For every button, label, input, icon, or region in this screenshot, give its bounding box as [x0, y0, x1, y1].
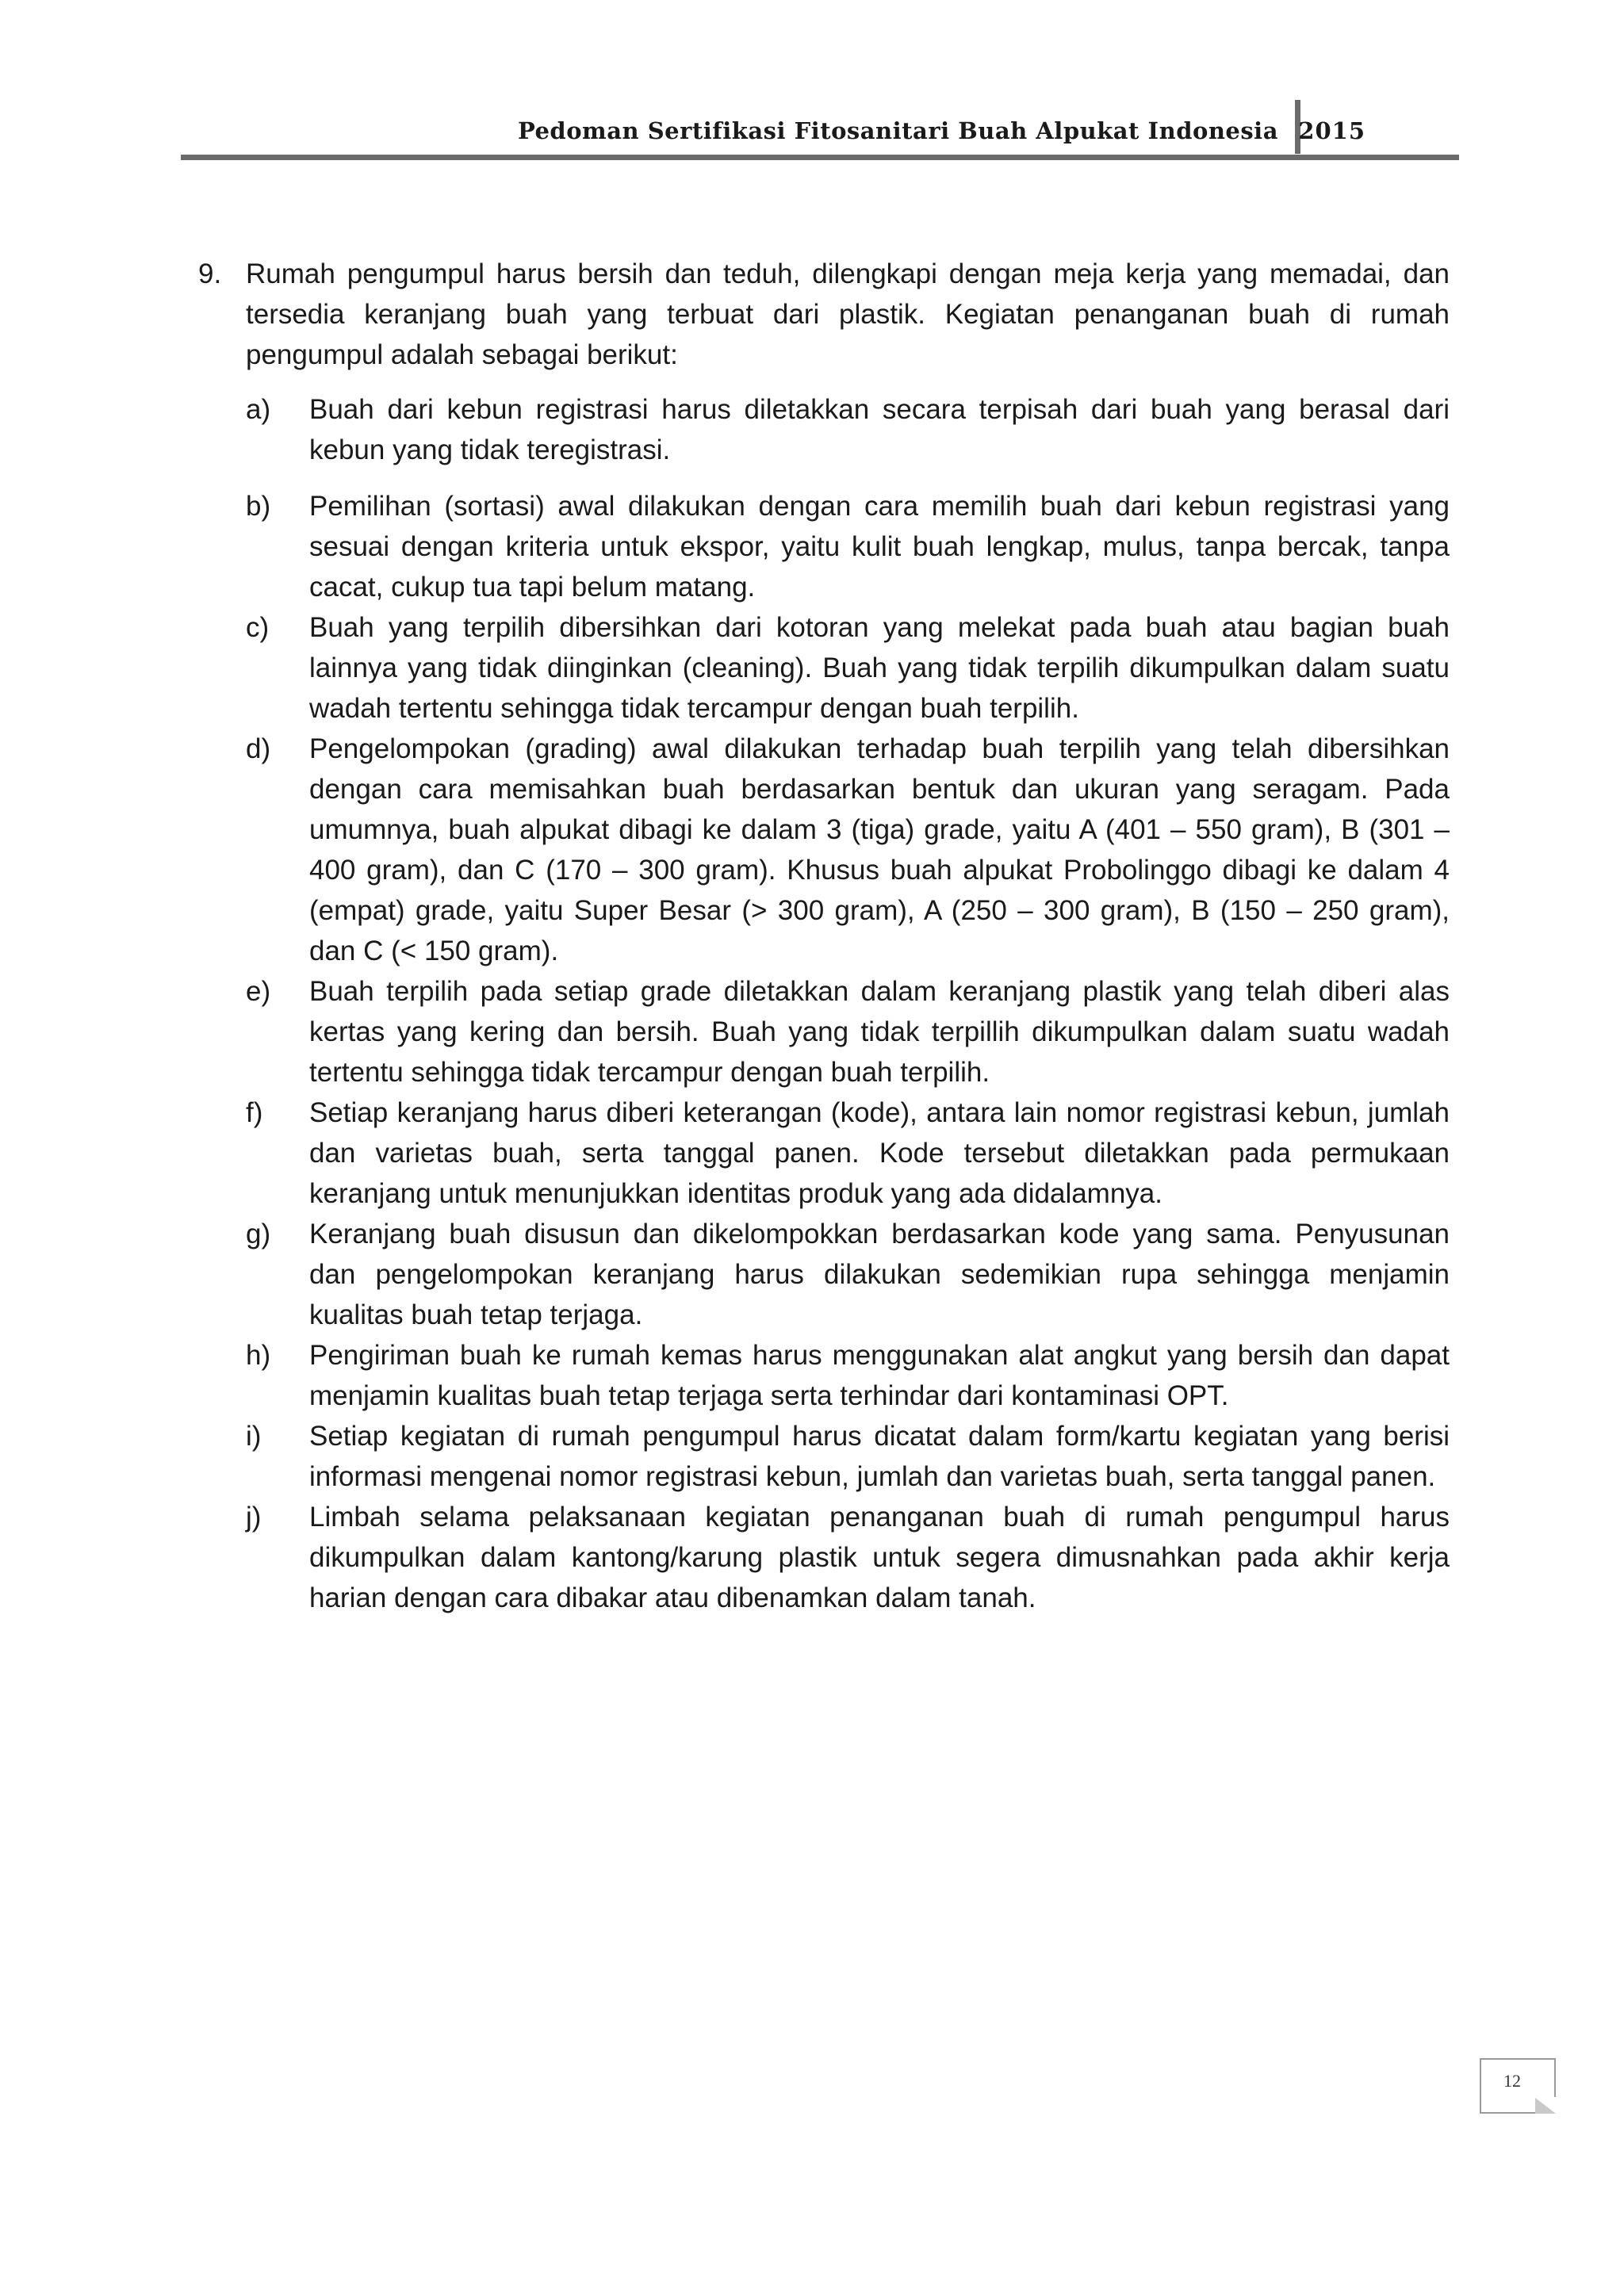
- sub-item-i: [198, 1416, 1450, 1497]
- sub-item-marker: h): [246, 1340, 271, 1371]
- page-header: [181, 94, 1459, 160]
- list-item-9: [198, 254, 1450, 375]
- sub-item-marker: b): [246, 491, 271, 522]
- sub-item-j: [198, 1497, 1450, 1618]
- page-number-box: [1480, 2058, 1556, 2114]
- sub-item-d: [198, 729, 1450, 971]
- sub-item-g: [198, 1214, 1450, 1335]
- sub-item-marker: j): [246, 1502, 262, 1533]
- sub-item-text: Setiap kegiatan di rumah pengumpul harus dicatat dalam form/kartu kegiatan yang berisi informasi mengenai nomor registrasi kebun, jumlah dan varietas buah, serta tanggal panen.: [309, 1421, 1450, 1492]
- sub-item-marker: f): [246, 1097, 263, 1128]
- page-number: 12: [1503, 2071, 1521, 2091]
- list-number: 9.: [198, 258, 222, 289]
- sub-list: [198, 389, 1450, 1618]
- sub-item-text: Pemilihan (sortasi) awal dilakukan dengan cara memilih buah dari kebun registrasi yang sesuai dengan kriteria untuk ekspor, yaitu kulit buah lengkap, mulus, tanpa bercak, tanpa cacat, cukup tua tapi belum matang.: [309, 491, 1450, 603]
- sub-item-text: Setiap keranjang harus diberi keterangan (kode), antara lain nomor registrasi kebun, jumlah dan varietas buah, serta tanggal panen. Kode tersebut diletakkan pada permukaan keranjang untuk menunjukkan identitas produk yang ada didalamnya.: [309, 1097, 1450, 1209]
- list-item-text: Rumah pengumpul harus bersih dan teduh, dilengkapi dengan meja kerja yang memadai, dan tersedia keranjang buah yang terbuat dari plastik. Kegiatan penanganan buah di rumah pengumpul adalah sebagai berikut:: [246, 258, 1450, 370]
- sub-item-marker: g): [246, 1219, 271, 1249]
- sub-item-b: [198, 486, 1450, 607]
- sub-item-e: [198, 971, 1450, 1093]
- sub-item-marker: i): [246, 1421, 262, 1452]
- sub-item-text: Buah dari kebun registrasi harus diletakkan secara terpisah dari buah yang berasal dari kebun yang tidak teregistrasi.: [309, 394, 1450, 465]
- header-title: Pedoman Sertifikasi Fitosanitari Buah Alpukat Indonesia: [517, 117, 1278, 144]
- sub-item-marker: e): [246, 976, 271, 1007]
- page-curl-icon: [1535, 2098, 1556, 2114]
- header-year: 2015: [1298, 117, 1365, 144]
- sub-item-text: Keranjang buah disusun dan dikelompokkan berdasarkan kode yang sama. Penyusunan dan pengelompokan keranjang harus dilakukan sedemikian rupa sehingga menjamin kualitas buah tetap terjaga.: [309, 1219, 1450, 1330]
- header-rule: [181, 155, 1459, 160]
- sub-item-marker: a): [246, 394, 271, 425]
- sub-item-text: Buah terpilih pada setiap grade diletakkan dalam keranjang plastik yang telah diberi alas kertas yang kering dan bersih. Buah yang tidak terpillih dikumpulkan dalam suatu wadah tertentu sehingga tidak tercampur dengan buah terpilih.: [309, 976, 1450, 1088]
- sub-item-a: [198, 389, 1450, 470]
- sub-item-c: [198, 607, 1450, 729]
- document-body: [198, 254, 1450, 1618]
- sub-item-text: Pengiriman buah ke rumah kemas harus menggunakan alat angkut yang bersih dan dapat menjamin kualitas buah tetap terjaga serta terhindar dari kontaminasi OPT.: [309, 1340, 1450, 1411]
- sub-item-marker: c): [246, 612, 270, 643]
- sub-item-f: [198, 1093, 1450, 1214]
- sub-item-text: Limbah selama pelaksanaan kegiatan penanganan buah di rumah pengumpul harus dikumpulkan dalam kantong/karung plastik untuk segera dimusnahkan pada akhir kerja harian dengan cara dibakar atau dibenamkan dalam tanah.: [309, 1502, 1450, 1613]
- sub-item-text: Pengelompokan (grading) awal dilakukan terhadap buah terpilih yang telah dibersihkan dengan cara memisahkan buah berdasarkan bentuk dan ukuran yang seragam. Pada umumnya, buah alpukat dibagi ke dalam 3 (tiga) grade, yaitu A (401 – 550 gram), B (301 – 400 gram), dan C (170 – 300 gram). Khusus buah alpukat Probolinggo dibagi ke dalam 4 (empat) grade, yaitu Super Besar (> 300 gram), A (250 – 300 gram), B (150 – 250 gram), dan C (< 150 gram).: [309, 733, 1450, 966]
- sub-item-text: Buah yang terpilih dibersihkan dari kotoran yang melekat pada buah atau bagian buah lainnya yang tidak diinginkan (cleaning). Buah yang tidak terpilih dikumpulkan dalam suatu wadah tertentu sehingga tidak tercampur dengan buah terpilih.: [309, 612, 1450, 724]
- sub-item-marker: d): [246, 733, 271, 764]
- sub-item-h: [198, 1335, 1450, 1416]
